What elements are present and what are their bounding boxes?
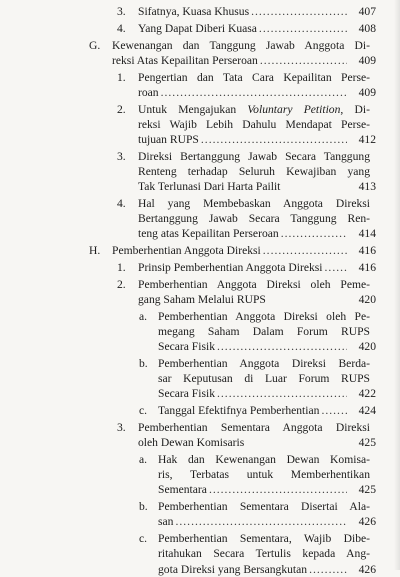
toc-entry-marker: a.	[139, 309, 148, 323]
toc-entry-title-line: oleh Dewan Komisaris	[138, 436, 245, 450]
toc-entry-title-line: san	[158, 515, 174, 529]
page-edge-shadow	[394, 0, 400, 570]
toc-entry-marker: 1.	[117, 70, 126, 84]
italic-term: Voluntary Petition	[247, 102, 341, 116]
toc-page-number: 414	[358, 227, 376, 241]
dot-leader	[260, 53, 347, 68]
toc-page-number: 425	[358, 483, 376, 497]
toc-entry-marker: 4.	[117, 197, 126, 210]
toc-page-number: 420	[358, 292, 376, 306]
toc-entry-title-line: Pemberhentian Sementara Disertai Ala-	[158, 500, 370, 514]
toc-entry-title-line: Kewenangan dan Tanggung Jawab Anggota Di-	[112, 38, 370, 52]
toc-page-number: 420	[358, 340, 376, 354]
toc-entry-title-line: tujuan RUPS	[138, 133, 199, 146]
dot-leader	[201, 132, 347, 147]
toc-entry-marker: 2.	[117, 102, 126, 116]
toc-entry-marker: 4.	[117, 21, 126, 35]
dot-leader	[281, 226, 347, 241]
toc-page-number: 416	[358, 244, 376, 258]
toc-page-number: 416	[358, 261, 376, 274]
toc-entry-title-line: Pengertian dan Tata Cara Kepailitan Perse-	[138, 70, 370, 84]
toc-entry-title-line: Pemberhentian Anggota Direksi oleh Peme-	[138, 277, 370, 291]
toc-entry-title-line: Untuk Mengajukan Voluntary Petition, Di-	[138, 102, 370, 116]
toc-entry-title-line: Sifatnya, Kuasa Khusus	[138, 5, 250, 18]
toc-page-number: 426	[358, 515, 376, 529]
toc-entry-marker: b.	[139, 500, 148, 514]
toc-page-number: 412	[358, 132, 376, 146]
toc-entry-title-line: Hal yang Membebaskan Anggota Direksi	[138, 197, 370, 210]
toc-entry-title-line: sar Keputusan di Luar Forum RUPS	[158, 372, 370, 386]
toc-entry-title-line: Pemberhentian Anggota Direksi oleh Pe-	[158, 309, 370, 323]
toc-entry-marker: 1.	[117, 261, 126, 274]
toc-page-number: 413	[358, 180, 376, 194]
dot-leader	[217, 339, 347, 354]
toc-entry-marker: G.	[89, 38, 101, 52]
toc-entry-title-line: Hak dan Kewenangan Dewan Komisa-	[158, 453, 370, 466]
dot-leader	[251, 4, 347, 19]
toc-entry-marker: c.	[139, 532, 148, 546]
dot-leader	[309, 562, 347, 577]
toc-entry-title-line: Prinsip Pemberhentian Anggota Direksi	[138, 261, 323, 274]
toc-entry-title-line: Direksi Bertanggung Jawab Secara Tanggung	[138, 149, 370, 163]
toc-entry-title-line: Tak Terlunasi Dari Harta Pailit	[138, 180, 281, 194]
toc-page-number: 409	[358, 85, 376, 99]
toc-entry-title-line: Bertanggung Jawab Secara Tanggung Ren-	[138, 212, 370, 226]
dot-leader	[217, 386, 347, 401]
toc-entry-title-line: gota Direksi yang Bersangkutan	[158, 562, 308, 576]
dot-leader	[263, 243, 347, 258]
toc-page-number: 408	[358, 21, 376, 35]
dot-leader	[161, 85, 347, 100]
toc-entry-marker: b.	[139, 357, 148, 370]
toc-entry-title-line: Pemberhentian Anggota Direksi	[112, 244, 261, 258]
toc-entry-title-line: Sementara	[158, 483, 207, 497]
toc-entry-title-line: megang Saham Dalam Forum RUPS	[158, 325, 370, 338]
toc-entry-title-line: Pemberhentian Sementara, Wajib Dibe-	[158, 532, 370, 546]
toc-entry-title-line: Tanggal Efektifnya Pemberhentian	[158, 404, 320, 418]
toc-page-number: 425	[358, 436, 376, 450]
toc-entry-title-line: Pemberhentian Sementara Anggota Direksi	[138, 421, 370, 434]
dot-leader	[175, 514, 347, 529]
toc-entry-title-line: gang Saham Melalui RUPS	[138, 293, 266, 306]
dot-leader	[325, 260, 347, 275]
toc-entry-marker: 3.	[117, 149, 126, 163]
toc-entry-marker: c.	[139, 404, 148, 418]
toc-page-number: 426	[358, 562, 376, 576]
toc-entry-title-line: Yang Dapat Diberi Kuasa	[138, 21, 257, 35]
toc-entry-title-line: roan	[138, 85, 159, 99]
toc-entry-marker: 3.	[117, 421, 126, 434]
toc-entry-title-line: reksi Atas Kepailitan Perseroan	[112, 53, 258, 67]
dot-leader	[259, 21, 347, 36]
dot-leader	[209, 482, 347, 497]
toc-entry-title-line: Secara Fisik	[158, 340, 215, 354]
dot-leader	[321, 403, 347, 418]
toc-entry-marker: a.	[139, 453, 148, 466]
toc-entry-title-line: Secara Fisik	[158, 387, 215, 401]
toc-entry-title-line: Pemberhentian Anggota Direksi Berda-	[158, 357, 370, 370]
toc-entry-title-line: Renteng terhadap Seluruh Kewajiban yang	[138, 165, 370, 178]
toc-page-number: 422	[358, 387, 376, 401]
toc-page-number: 409	[358, 53, 376, 67]
toc-entry-marker: H.	[89, 244, 101, 258]
toc-entry-title-line: ris, Terbatas untuk Memberhentikan	[158, 468, 370, 482]
toc-page-number: 407	[358, 5, 376, 18]
toc-entry-title-line: teng atas Kepailitan Perseroan	[138, 227, 279, 241]
toc-entry-marker: 2.	[117, 277, 126, 291]
toc-entry-marker: 3.	[117, 5, 126, 18]
toc-entry-title-line: reksi Wajib Lebih Dahulu Mendapat Perse-	[138, 117, 370, 131]
toc-page-number: 424	[358, 404, 376, 418]
toc-entry-title-line: ritahukan Secara Tertulis kepada Ang-	[158, 547, 370, 561]
